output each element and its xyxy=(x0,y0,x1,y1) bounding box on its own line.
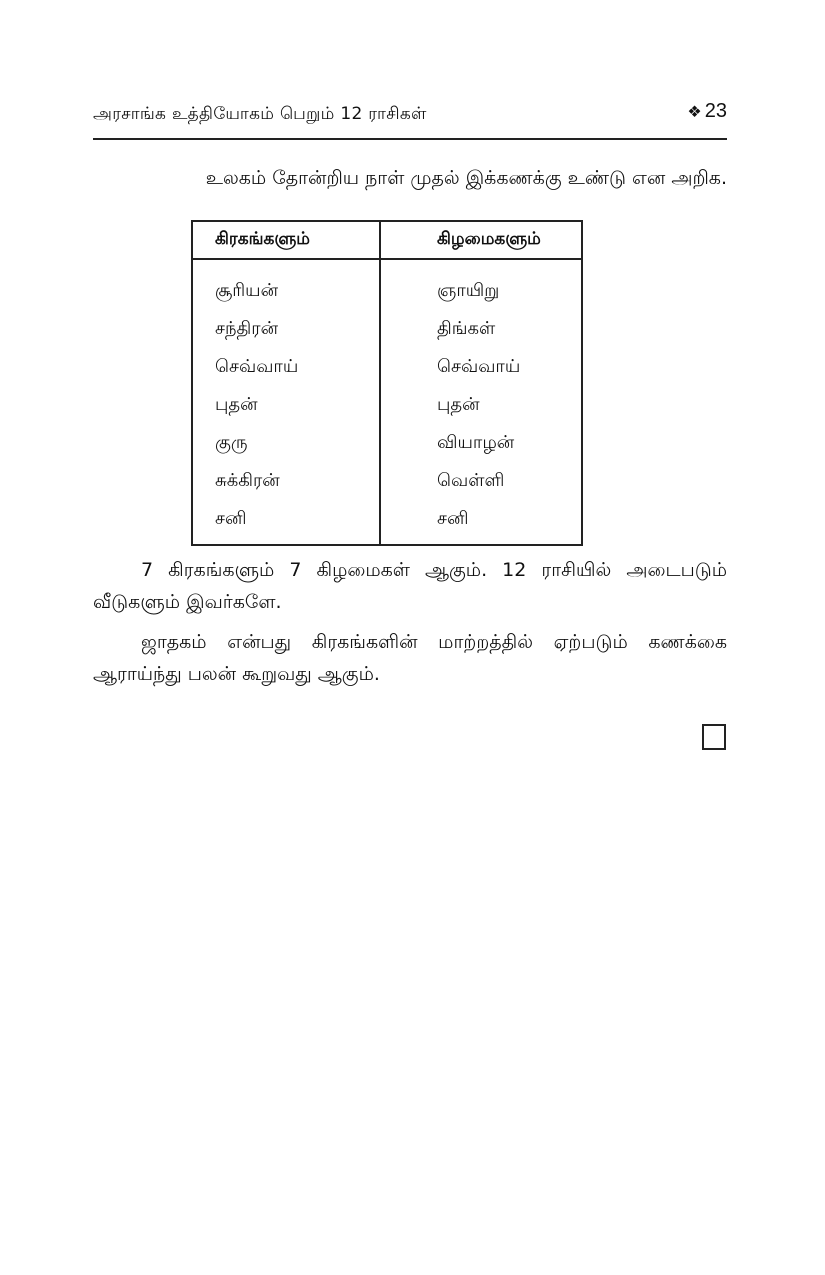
running-header xyxy=(93,100,727,140)
weekday-cell: புதன் xyxy=(437,393,480,415)
table-row xyxy=(192,348,582,386)
table-row xyxy=(192,386,582,424)
header-title: அரசாங்க உத்தியோகம் பெறும் 12 ராசிகள் xyxy=(93,104,427,124)
column-header-weekdays: கிழமைகளும் xyxy=(380,221,582,259)
planet-cell: சந்திரன் xyxy=(192,310,380,348)
body-paragraph-2: ஜாதகம் என்பது கிரகங்களின் மாற்றத்தில் ஏற்படும் கணக்கை ஆராய்ந்து பலன் கூறுவது ஆகும். xyxy=(93,631,727,685)
end-of-section-box-icon xyxy=(702,724,726,750)
table-header-row xyxy=(192,221,582,259)
body-paragraph-1: 7 கிரகங்களும் 7 கிழமைகள் ஆகும். 12 ராசியில் அடைபடும் வீடுகளும் இவர்களே. xyxy=(93,559,727,613)
page-number-block xyxy=(687,100,727,123)
weekday-cell: சனி xyxy=(437,507,469,529)
planet-cell: செவ்வாய் xyxy=(192,348,380,386)
table-row xyxy=(192,310,582,348)
weekday-cell: வியாழன் xyxy=(437,431,515,453)
planet-cell: குரு xyxy=(192,424,380,462)
table-row xyxy=(192,462,582,500)
planet-cell: புதன் xyxy=(192,386,380,424)
column-header-planets: கிரகங்களும் xyxy=(192,221,380,259)
planet-cell: சுக்கிரன் xyxy=(192,462,380,500)
weekday-cell: திங்கள் xyxy=(437,317,496,339)
page-number: 23 xyxy=(704,100,727,122)
table-row xyxy=(192,500,582,545)
planets-weekdays-table xyxy=(191,220,583,546)
diamond-ornament-icon: ❖ xyxy=(687,104,702,121)
weekday-cell: செவ்வாய் xyxy=(437,355,521,377)
table-row xyxy=(192,259,582,310)
planet-cell: சனி xyxy=(192,500,380,545)
intro-paragraph: உலகம் தோன்றிய நாள் முதல் இக்கணக்கு உண்டு என அறிக. xyxy=(205,167,727,189)
weekday-cell: வெள்ளி xyxy=(437,469,505,491)
table-row xyxy=(192,424,582,462)
weekday-cell: ஞாயிறு xyxy=(437,279,500,301)
planet-cell: சூரியன் xyxy=(192,259,380,310)
